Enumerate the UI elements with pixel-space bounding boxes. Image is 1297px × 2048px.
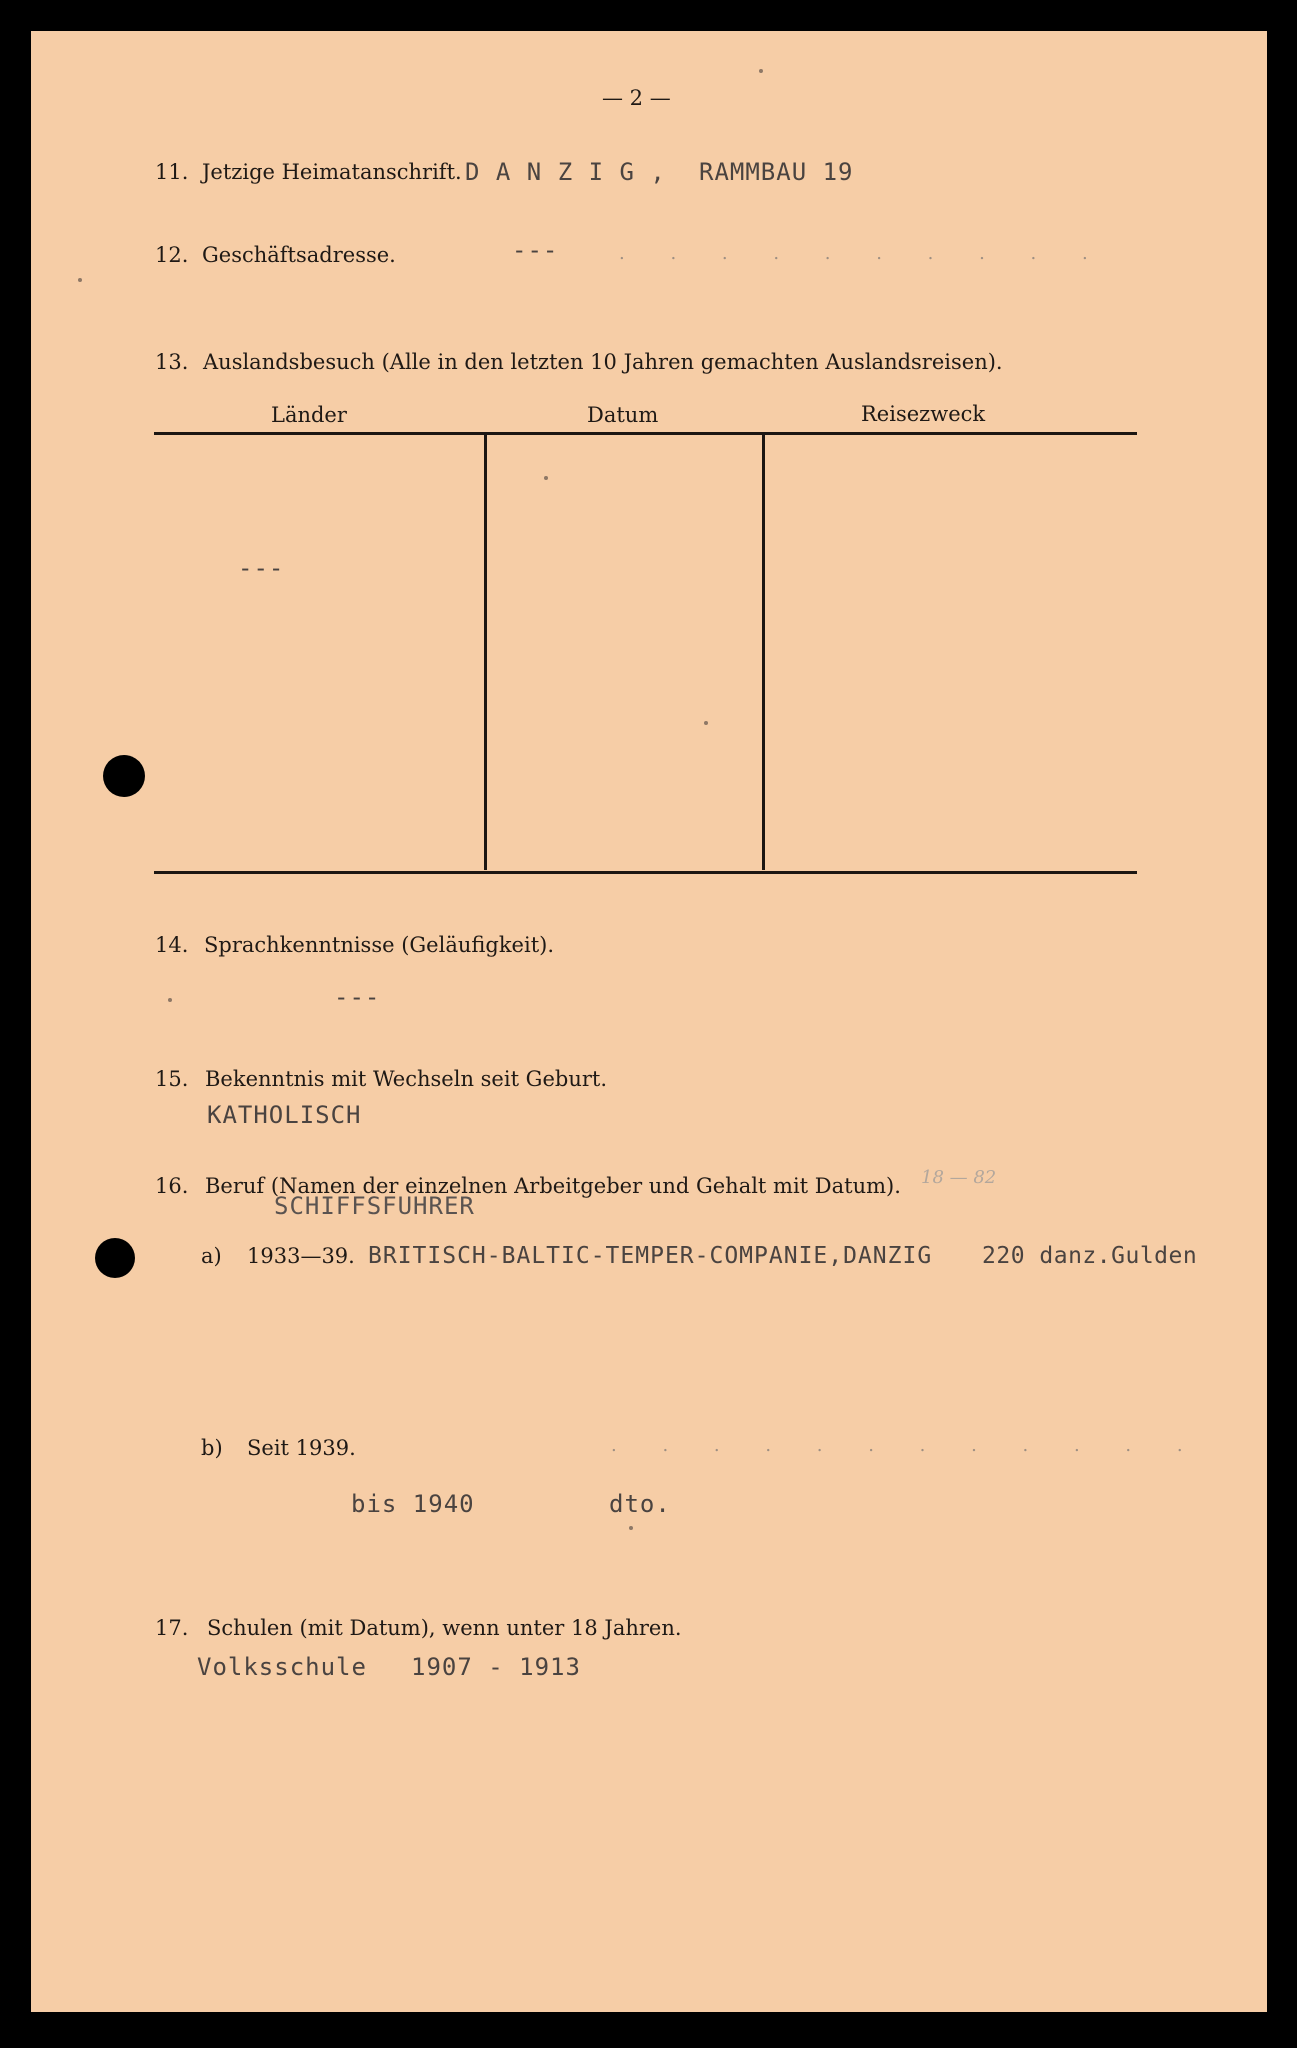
item-16a-employer: BRITISCH-BALTIC-TEMPER-COMPANIE,DANZIG xyxy=(368,1243,933,1269)
item-15-label: Bekenntnis mit Wechseln seit Geburt. xyxy=(205,1067,608,1091)
page-number: — 2 — xyxy=(602,86,671,110)
item-16a-period: 1933—39. xyxy=(247,1244,355,1268)
punch-hole-upper xyxy=(103,755,145,797)
item-16a-marker: a) xyxy=(201,1244,222,1268)
item-12-value: --- xyxy=(512,236,559,264)
table-top-rule xyxy=(154,432,1137,435)
item-17-number: 17. xyxy=(155,1616,189,1640)
item-11-label: Jetzige Heimatanschrift. xyxy=(202,160,462,184)
table-bottom-rule xyxy=(154,871,1137,874)
item-16-handwritten-note: 18 — 82 xyxy=(921,1167,997,1188)
paper-speck xyxy=(168,998,172,1002)
item-17-label: Schulen (mit Datum), wenn unter 18 Jahren. xyxy=(207,1616,682,1640)
paper-speck xyxy=(704,721,708,725)
form-page xyxy=(31,31,1267,2012)
item-16b-dotted-line: . . . . . . . . . . . . xyxy=(611,1435,1203,1456)
item-13-number: 13. xyxy=(155,350,189,374)
item-17-school: Volksschule xyxy=(197,1653,367,1681)
table-column-divider-2 xyxy=(762,434,765,870)
paper-speck xyxy=(629,1526,633,1530)
item-12-label: Geschäftsadresse. xyxy=(202,243,396,267)
item-15-value: KATHOLISCH xyxy=(207,1101,362,1129)
item-11-number: 11. xyxy=(155,160,189,184)
item-16b-marker: b) xyxy=(201,1436,223,1460)
item-12-number: 12. xyxy=(155,243,189,267)
table-cell-laender: --- xyxy=(238,554,285,582)
item-16-occupation-value: SCHIFFSFUHRER xyxy=(274,1192,475,1220)
punch-hole-lower xyxy=(95,1238,135,1278)
item-14-number: 14. xyxy=(155,933,189,957)
table-column-divider-1 xyxy=(484,434,487,870)
item-13-label: Auslandsbesuch (Alle in den letzten 10 Jahren gemachten Auslandsreisen). xyxy=(203,350,1003,374)
item-12-dotted-line: . . . . . . . . . . xyxy=(619,243,1108,264)
item-15-number: 15. xyxy=(155,1067,189,1091)
paper-speck xyxy=(759,69,763,73)
column-header-datum: Datum xyxy=(587,403,659,427)
item-17-years: 1907 - 1913 xyxy=(411,1653,581,1681)
item-16b-period: Seit 1939. xyxy=(247,1436,356,1460)
column-header-laender: Länder xyxy=(271,403,347,427)
item-16b-note: dto. xyxy=(609,1490,671,1518)
item-14-value: --- xyxy=(334,983,381,1011)
item-16-label: Beruf (Namen der einzelnen Arbeitgeber und Gehalt mit Datum). xyxy=(205,1174,901,1198)
item-11-street-value: RAMMBAU 19 xyxy=(699,158,854,186)
item-11-city-value: D A N Z I G , xyxy=(465,158,666,186)
paper-speck xyxy=(78,278,82,282)
item-16b-until: bis 1940 xyxy=(351,1490,475,1518)
paper-speck xyxy=(544,476,548,480)
item-14-label: Sprachkenntnisse (Geläufigkeit). xyxy=(204,933,554,957)
column-header-reisezweck: Reisezweck xyxy=(861,402,986,426)
item-16a-salary: 220 danz.Gulden xyxy=(982,1243,1198,1269)
item-16-number: 16. xyxy=(155,1174,189,1198)
